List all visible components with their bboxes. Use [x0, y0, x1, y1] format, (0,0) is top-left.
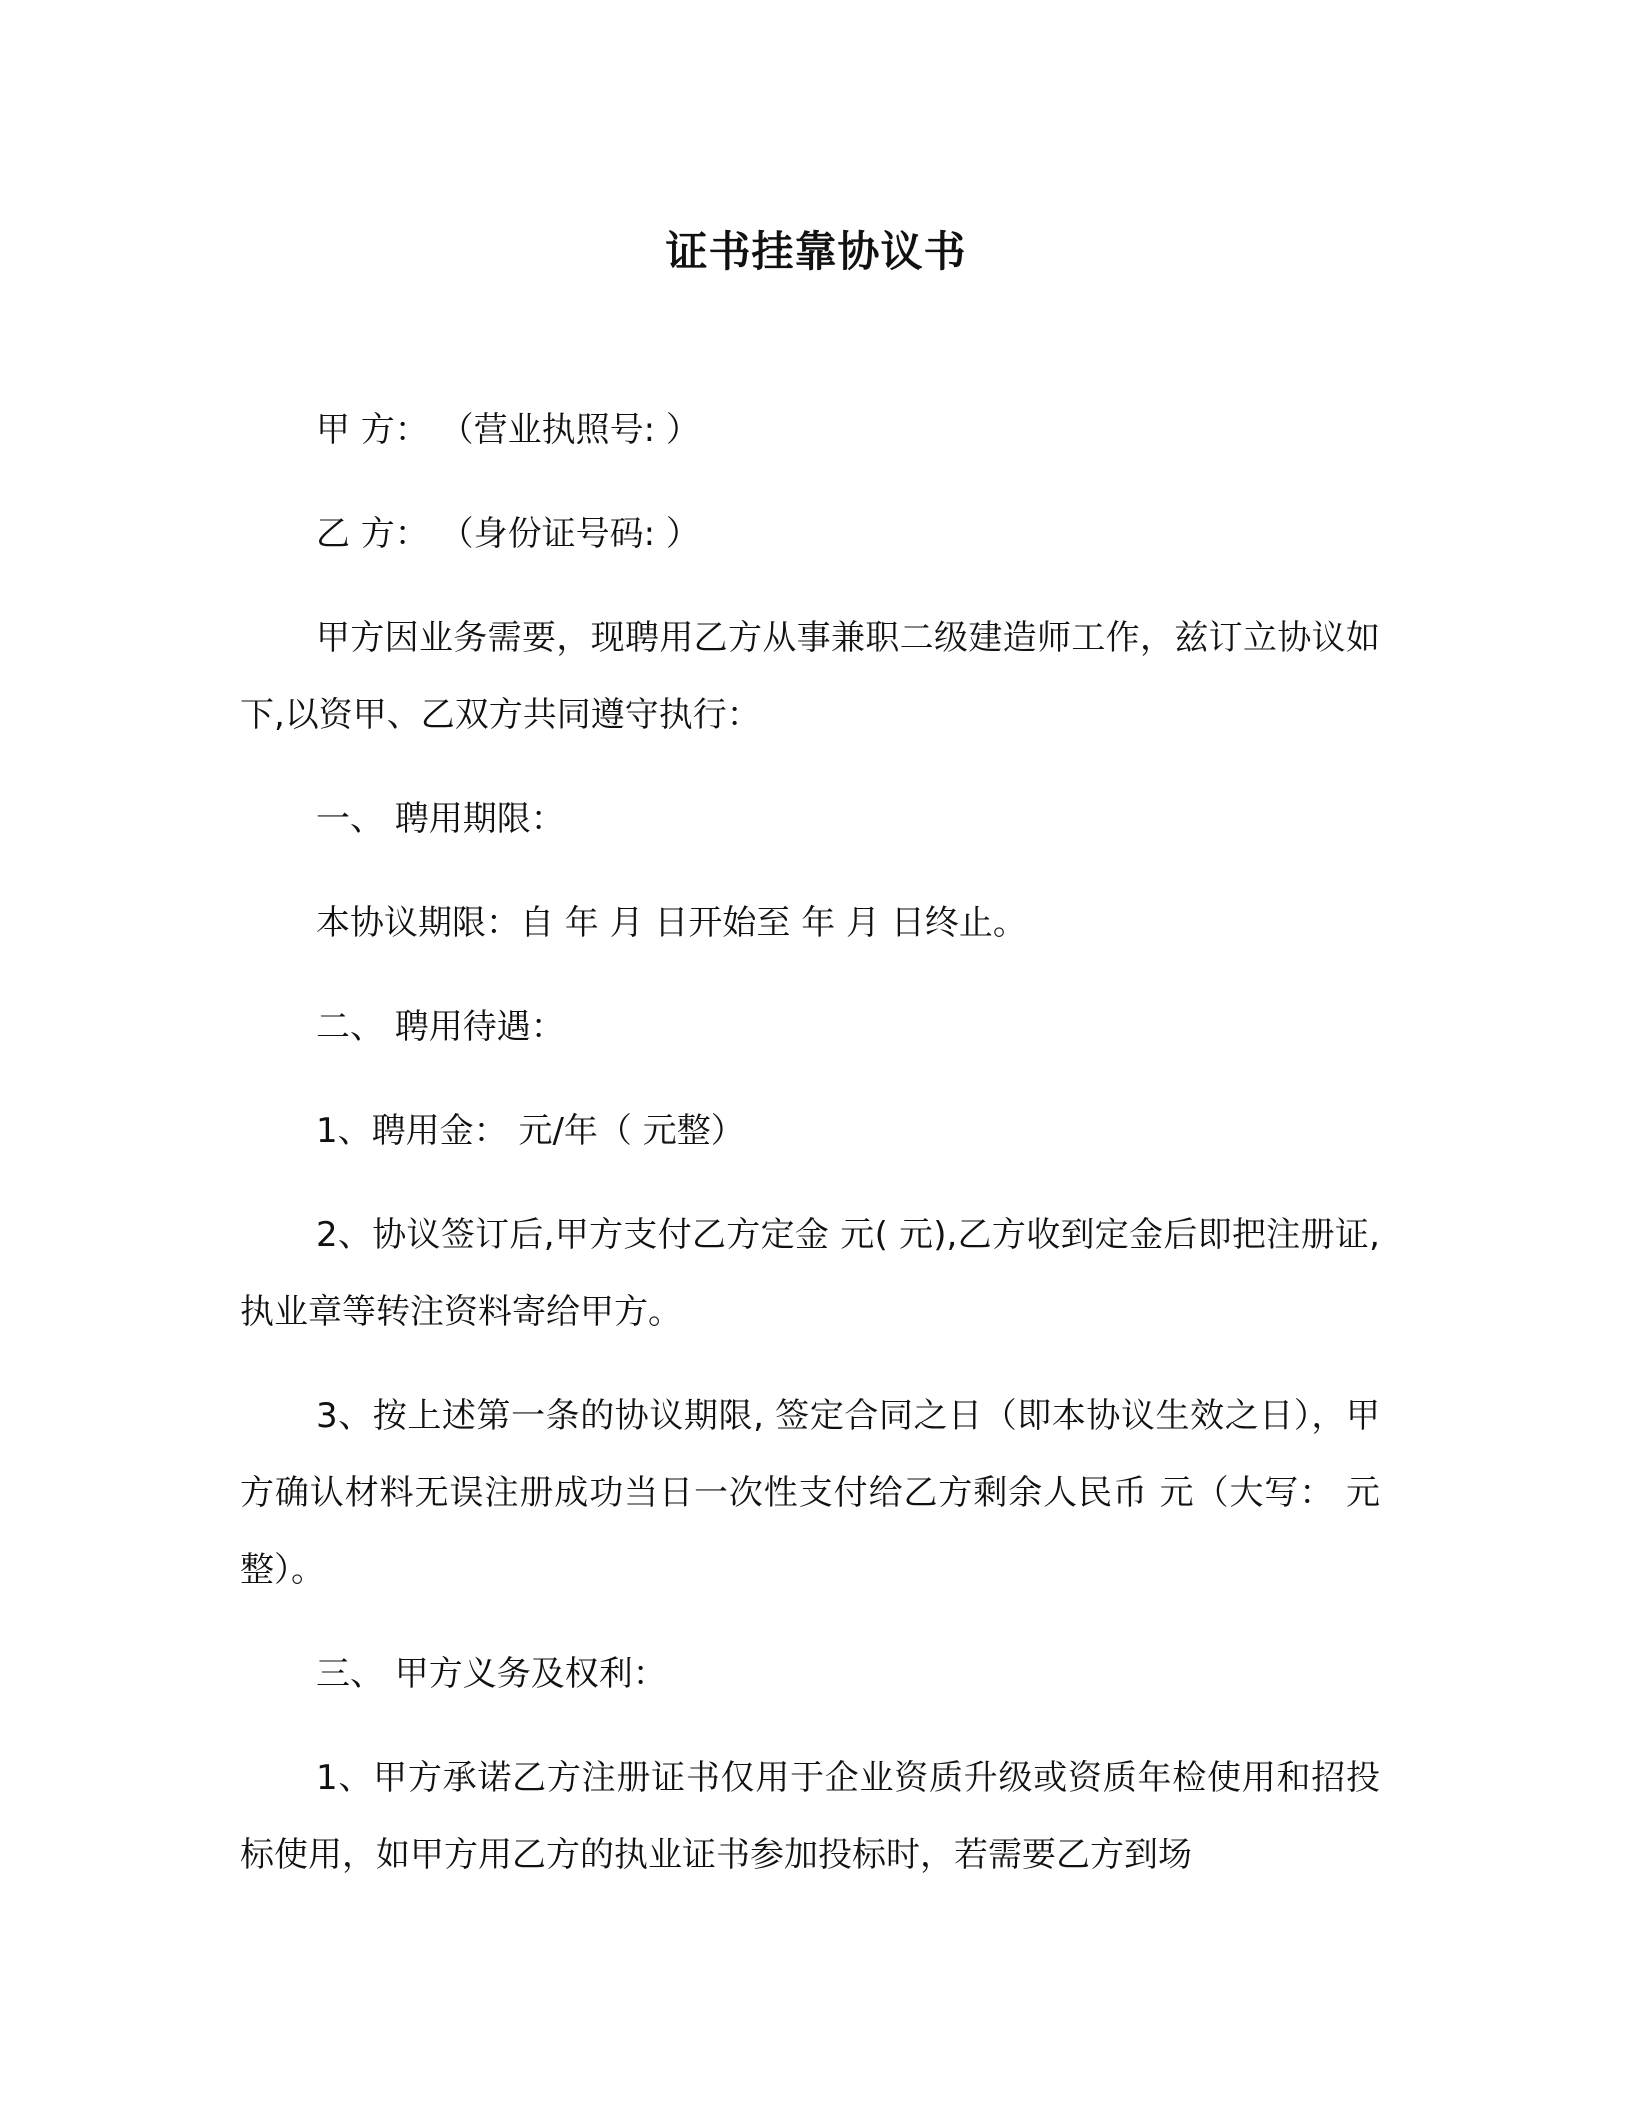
- party-a-line: 甲 方： （营业执照号: ）: [316, 410, 700, 450]
- section-3-heading: 三、 甲方义务及权利：: [316, 1654, 667, 1694]
- section-1-text: 本协议期限：自 年 月 日开始至 年 月 日终止。: [316, 903, 1027, 943]
- section-3-item-1: 1、甲方承诺乙方注册证书仅用于企业资质升级或资质年检使用和招投标使用，如甲方用乙方的执业证书参加投标时，若需要乙方到场: [240, 1758, 1380, 1875]
- intro-paragraph: 甲方因业务需要，现聘用乙方从事兼职二级建造师工作，兹订立协议如下,以资甲、乙双方共同遵守执行：: [240, 618, 1380, 735]
- document-title: 证书挂靠协议书: [665, 227, 967, 276]
- section-2-item-3: 3、按上述第一条的协议期限, 签定合同之日（即本协议生效之日），甲方确认材料无误注册成功当日一次性支付给乙方剩余人民币 元（大写： 元整）。: [240, 1396, 1380, 1590]
- section-2-item-2: 2、协议签订后,甲方支付乙方定金 元( 元),乙方收到定金后即把注册证,执业章等转注资料寄给甲方。: [240, 1215, 1380, 1332]
- document-body: [240, 392, 1380, 1921]
- section-1-heading: 一、 聘用期限：: [316, 799, 565, 839]
- section-2-item-1: 1、聘用金： 元/年（ 元整）: [316, 1111, 745, 1151]
- party-b-line: 乙 方： （身份证号码: ）: [316, 514, 700, 554]
- section-2-heading: 二、 聘用待遇：: [316, 1007, 565, 1047]
